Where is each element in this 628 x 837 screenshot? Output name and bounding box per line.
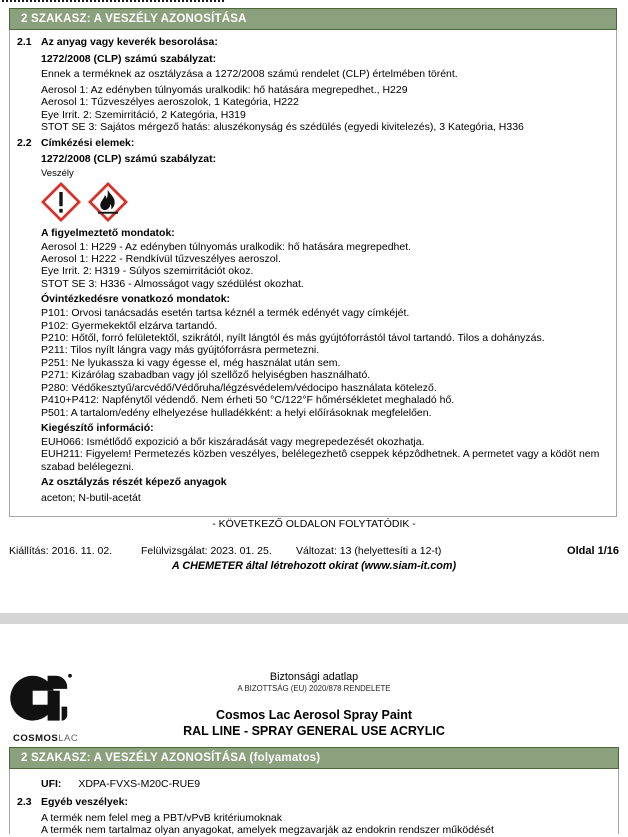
other-hazards-list (41, 812, 608, 837)
footer-revision-date: Felülvizsgálat: 2023. 01. 25. (141, 545, 272, 557)
section-2-header-bar: 2 SZAKASZ: A VESZÉLY AZONOSÍTÁSA (9, 8, 617, 30)
cosmoslac-wordmark (13, 733, 87, 744)
p-statement: P271: Kizárólag szabadban vagy jól szellőző helyiségben használható. (41, 369, 371, 382)
other-hazard-line: A termék nem felel meg a PBT/vPvB kritériumoknak (41, 812, 283, 824)
cosmoslac-logo (9, 673, 87, 744)
ufi-label: UFI: (41, 778, 62, 790)
classification-list (41, 84, 606, 134)
substances-title: Az osztályzás részét képező anyagok (41, 476, 227, 489)
cosmoslac-logo-icon (9, 673, 75, 729)
wordmark-bold: COSMOS (13, 733, 59, 744)
footer-version: Változat: 13 (helyettesíti a 12-t) (296, 545, 442, 557)
product-line: RAL LINE - SPRAY GENERAL USE ACRYLIC (183, 724, 445, 738)
continuation-notice: - KÖVETKEZŐ OLDALON FOLYTATÓDIK - (212, 518, 416, 530)
p-statement: P251: Ne lyukassza ki vagy égesse el, még használat után sem. (41, 356, 341, 369)
document-title: Biztonsági adatlap (269, 671, 359, 683)
section-2-continued-header-bar: 2 SZAKASZ: A VESZÉLY AZONOSÍTÁSA (folyamatos) (9, 747, 619, 769)
section-title: Az anyag vagy keverék besorolása: (41, 36, 218, 48)
h-statement: STOT SE 3: H336 - Almosságot vagy szédülést okozhat. (41, 277, 304, 290)
page-break-divider (0, 613, 628, 624)
section-2-continued-content (9, 769, 619, 837)
euh-statement: EUH211: Figyelem! Permetezés közben veszélyes, belélegezhetô cseppek képzôdhetnek. A permetet vagy a ködöt nem szabad belélegezni. (41, 448, 600, 473)
h-statement-list (41, 241, 606, 291)
substances-value: aceton; N-butil-acetát (41, 492, 141, 505)
section-number: 2.3 (17, 795, 32, 808)
euh-statement: EUH066: Ismétlődő expozició a bőr kiszáradását vagy megrepedezését okozhatja. (41, 435, 425, 448)
sds-page-1 (9, 8, 617, 517)
classification-item: Aerosol 1: Tűzveszélyes aeroszolok, 1 Kategória, H222 (41, 96, 299, 109)
section-number: 2.2 (17, 136, 32, 149)
classification-item: Eye Irrit. 2: Szemirritáció, 2 Kategória, H319 (41, 108, 246, 121)
section-number: 2.1 (17, 36, 32, 48)
p-statement-list (41, 307, 606, 419)
p-statement: P210: Hőtől, forró felületektől, szikrától, nyílt lángtól és más gyújtóforrástól távol tartandó. Tilos a dohányzás. (41, 332, 545, 345)
classification-intro: Ennek a terméknek az osztályzása a 1272/2008 számú rendelet (CLP) értelmében törént. (41, 68, 458, 80)
ufi-value: XDPA-FVXS-M20C-RUE9 (78, 778, 201, 790)
page-2-header (9, 671, 619, 738)
generator-credit: A CHEMETER által létrehozott okirat (www.siam-it.com) (171, 560, 457, 572)
page-top-remnant-line (2, 0, 224, 2)
sds-page-2 (9, 671, 619, 837)
footer-page-number: Oldal 1/16 (567, 545, 619, 557)
euh-statement-list (41, 436, 606, 473)
section-title: Címkézési elemek: (41, 136, 135, 149)
section-2-2-heading (17, 136, 606, 149)
supplementary-info-title: Kiegészítő információ: (41, 421, 154, 434)
clp-regulation-title: 1272/2008 (CLP) számú szabályzat: (41, 152, 217, 165)
p-statement: P410+P412: Napfénytől védendő. Nem érheti 50 °C/122°F hőmérsékletet meghaladó hő. (41, 394, 455, 407)
h-statement: Aerosol 1: H222 - Rendkívül tűzveszélyes aeroszol. (41, 253, 281, 266)
classification-item: STOT SE 3: Sajátos mérgező hatás: aluszékonyság és szédülés (egyedi kivitelezés), 3 Kategória, H336 (41, 121, 524, 134)
other-hazard-line: A termék nem tartalmaz olyan anyagokat, amelyek megzavarják az endokrin rendszer működését (41, 824, 494, 837)
ufi-row (41, 778, 608, 791)
page-footer (9, 545, 619, 559)
classification-item: Aerosol 1: Az edényben túlnyomás uralkodik: hő hatására megrepedhet., H229 (41, 84, 408, 96)
section-2-content (9, 30, 617, 517)
product-name: Cosmos Lac Aerosol Spray Paint (215, 708, 413, 722)
ghs02-flame-icon (88, 182, 128, 222)
section-2-3-heading (17, 795, 608, 809)
p-statement: P280: Védőkesztyű/arcvédő/Védőruha/légzésvédelem/védocipo használata kötelező. (41, 381, 437, 394)
warning-statements-title: A figyelmeztető mondatok: (41, 226, 175, 239)
section-title: Egyéb veszélyek: (41, 795, 128, 808)
wordmark-light: LAC (58, 733, 79, 744)
h-statement: Aerosol 1: H229 - Az edényben túlnyomás uralkodik: hő hatására megrepedhet. (41, 240, 412, 253)
section-2-1-heading (17, 36, 606, 48)
precaution-statements-title: Óvintézkedésre vonatkozó mondatok: (41, 293, 231, 306)
document-regulation: A BIZOTTSÁG (EU) 2020/878 RENDELETE (237, 684, 391, 693)
signal-word: Veszély (41, 167, 74, 179)
footer-issue-date: Kiállítás: 2016. 11. 02. (9, 545, 113, 557)
ghs07-exclamation-icon (41, 182, 81, 222)
p-statement: P501: A tartalom/edény elhelyezése hulladékként: a helyi előírásoknak megfelelően. (41, 406, 432, 419)
p-statement: P211: Tilos nyílt lángra vagy más gyújtóforrásra permetezni. (41, 344, 320, 357)
ghs-pictograms (41, 182, 606, 222)
clp-regulation-title: 1272/2008 (CLP) számú szabályzat: (41, 53, 217, 65)
p-statement: P101: Orvosi tanácsadás esetén tartsa kéznél a termék edényét vagy címkéjét. (41, 307, 410, 320)
p-statement: P102: Gyermekektől elzárva tartandó. (41, 319, 218, 332)
h-statement: Eye Irrit. 2: H319 - Súlyos szemirritációt okoz. (41, 265, 254, 278)
